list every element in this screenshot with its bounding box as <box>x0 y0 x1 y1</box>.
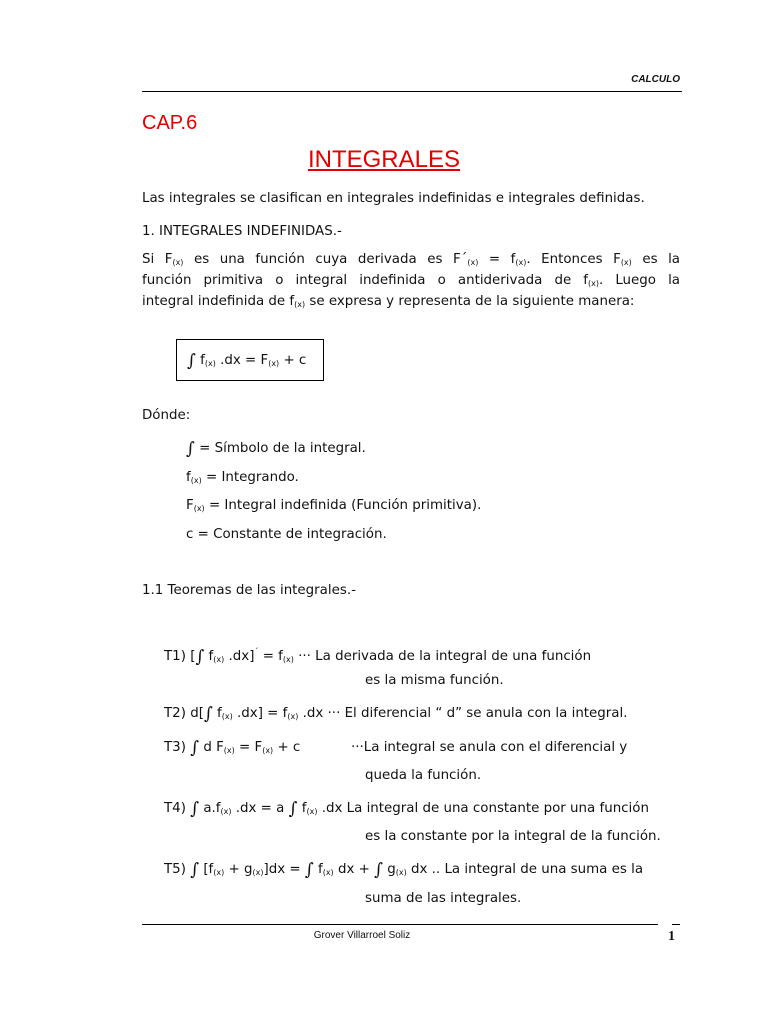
theorem-t3: T3) ∫ d $F_{(x)} = F_{(x)} + c$ <box>164 738 301 758</box>
integral-sign-icon: ∫ <box>190 860 200 880</box>
paragraph-line: integral indefinida de $f_{(x)}$ se expresa y representa de la siguiente manera: <box>142 294 635 309</box>
theorem-t5-continuation: suma de las integrales. <box>365 891 522 906</box>
page-number: 1 <box>668 929 675 944</box>
formula-box: ∫ $f_{(x)}$ $.dx = F_{(x)} + c$ <box>176 339 324 381</box>
integral-sign-icon: ∫ <box>186 439 195 459</box>
header-rule <box>142 91 682 92</box>
chapter-label: CAP.6 <box>142 112 198 134</box>
running-header: CALCULO <box>631 74 680 85</box>
integral-sign-icon: ∫ <box>304 860 314 880</box>
theorem-t4: T4) ∫ $a.f_{(x)}$ .dx = a ∫ $f_{(x)}$ .dx La integral de una constante por una función <box>164 799 649 819</box>
section-heading: 1. INTEGRALES INDEFINIDAS.- <box>142 224 342 239</box>
integral-sign-icon: ∫ <box>190 799 200 819</box>
intro-paragraph: Las integrales se clasifican en integrales indefinidas e integrales definidas. <box>142 191 645 206</box>
theorem-t4-continuation: es la constante por la integral de la función. <box>365 829 661 844</box>
theorem-t3-description: ···La integral se anula con el diferencial y <box>351 740 628 755</box>
donde-label: Dónde: <box>142 408 191 423</box>
integral-sign-icon: ∫ <box>187 351 196 371</box>
integral-sign-icon: ∫ <box>288 799 298 819</box>
footer-author: Grover Villarroel Soliz <box>313 930 411 941</box>
integral-sign-icon: ∫ <box>190 738 200 758</box>
footer-rule-short <box>672 924 680 925</box>
integral-sign-icon: ∫ <box>195 647 205 667</box>
theorem-t3-continuation: queda la función. <box>365 768 482 783</box>
definition-item: $F_{(x)}$ = Integral indefinida (Función primitiva). <box>186 498 482 513</box>
integral-sign-icon: ∫ <box>374 860 383 880</box>
theorem-t5: T5) ∫ $[f_{(x)} + g_{(x)}]dx$ = ∫ $f_{(x)}$ dx + ∫ $g_{(x)}$ dx .. La integral de una suma es la <box>164 860 644 880</box>
definition-item: ∫ = Símbolo de la integral. <box>186 439 366 459</box>
paragraph-line: Si $F_{(x)}$ es una función cuya derivada es $F´_{(x)} = f_{(x)}$. Entonces $F_{(x)}$ es la <box>142 252 680 267</box>
paragraph-line: función primitiva o integral indefinida o antiderivada de $f_{(x)}$. Luego la <box>142 273 680 288</box>
theorem-t1: T1) [∫ $f_{(x)}$ $.dx]^´ = f_{(x)}$ ··· La derivada de la integral de una función <box>164 647 592 667</box>
chapter-title: INTEGRALES <box>307 146 461 173</box>
subsection-heading: 1.1 Teoremas de las integrales.- <box>142 583 356 598</box>
definition-item: c = Constante de integración. <box>186 527 387 542</box>
theorem-t1-continuation: es la misma función. <box>365 673 504 688</box>
footer-rule <box>142 924 658 925</box>
theorem-t2: T2) d[∫ $f_{(x)}$ $.dx] = f_{(x)}$ .dx ··· El diferencial “ d” se anula con la integral. <box>164 704 628 724</box>
definition-item: $f_{(x)}$ = Integrando. <box>186 470 299 485</box>
integral-sign-icon: ∫ <box>203 704 213 724</box>
